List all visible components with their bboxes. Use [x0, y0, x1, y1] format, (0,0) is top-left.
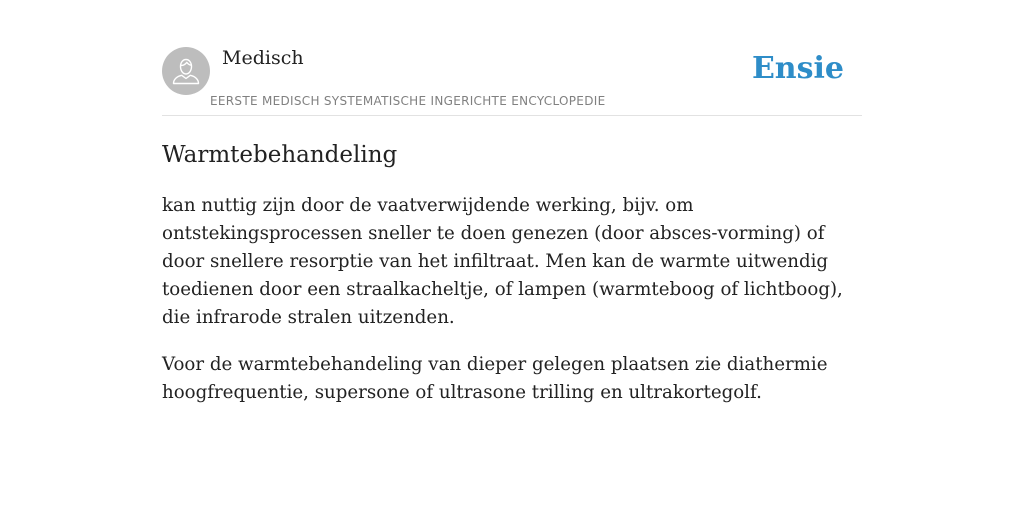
encyclopedia-subtitle[interactable]: EERSTE MEDISCH SYSTEMATISCHE INGERICHTE ENCYCLOPEDIE: [210, 94, 606, 108]
page-header: [162, 46, 862, 116]
author-name[interactable]: Medisch: [222, 47, 304, 69]
article-paragraph: Voor de warmtebehandeling van dieper gelegen plaatsen zie diathermie hoogfrequentie, supersone of ultrasone trilling en ultrakortegolf.: [162, 354, 828, 403]
article-title: Warmtebehandeling: [162, 142, 398, 168]
article-body: [162, 192, 862, 426]
article-paragraph: kan nuttig zijn door de vaatverwijdende werking, bijv. om ontstekingsprocessen sneller te doen genezen (door absces-vorming) of door snellere resorptie van het infiltraat. Men kan de warmte uitwendig toedienen door een straalkacheltje, of lampen (warmteboog of lichtboog), die infrarode stralen uitzenden.: [162, 195, 843, 328]
user-silhouette-icon: [162, 47, 210, 95]
site-logo[interactable]: Ensie: [751, 51, 844, 86]
author-avatar[interactable]: [162, 47, 210, 95]
